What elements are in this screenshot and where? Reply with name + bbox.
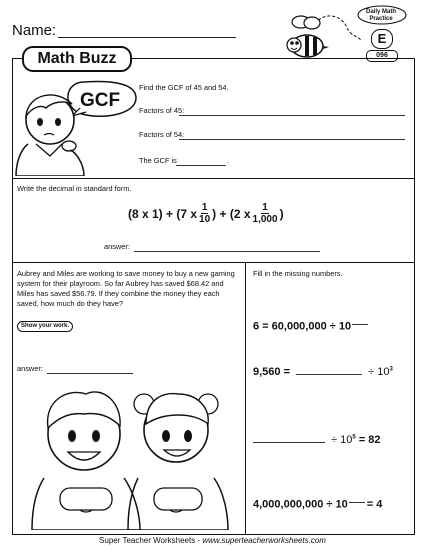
decimal-answer-line[interactable] <box>134 243 320 252</box>
eq2-left: 9,560 = <box>253 366 291 378</box>
eq2-blank[interactable] <box>296 364 362 375</box>
eq4-exponent-blank[interactable] <box>349 498 365 503</box>
footer-text: Super Teacher Worksheets - <box>99 536 203 545</box>
level-badge: E <box>371 29 393 49</box>
footer-link[interactable]: www.superteacherworksheets.com <box>202 536 326 545</box>
gcf-prompt: Find the GCF of 45 and 54. <box>139 83 229 92</box>
fraction-denominator: 1,000 <box>252 214 278 225</box>
gcf-bubble-text: GCF <box>79 90 121 111</box>
word-problem-text: Aubrey and Miles are working to save money to buy a new gaming system for their playroom. So far Aubrey has saved $68.42 and Miles has saved $56.79. If they combine the money they each saved, how much do they have? <box>17 269 235 308</box>
divider <box>245 262 246 534</box>
badge-cloud <box>356 4 408 26</box>
eq2-right: ÷ 10 <box>368 366 390 378</box>
name-line[interactable] <box>58 37 236 38</box>
eq1-left: 6 = 60,000,000 ÷ 10 <box>253 320 352 333</box>
eq1-exponent-blank[interactable] <box>352 320 368 325</box>
factors-45-answer-line[interactable] <box>179 107 405 116</box>
factors-54-label: Factors of 54: <box>139 130 185 139</box>
equation-3 <box>253 432 381 446</box>
factors-54-answer-line[interactable] <box>179 131 405 140</box>
decimal-prompt: Write the decimal in standard form. <box>17 184 132 193</box>
fraction-one-tenth <box>199 202 210 225</box>
divider <box>12 178 414 179</box>
expr-term-2: ) + (2 x <box>212 206 251 221</box>
equation-2 <box>253 364 393 378</box>
worksheet-title: Math Buzz <box>22 46 132 72</box>
divider <box>12 262 414 263</box>
fraction-numerator: 1 <box>262 202 268 213</box>
bee-icon <box>285 14 365 64</box>
fraction-denominator: 10 <box>199 214 211 225</box>
kids-gaming-illustration <box>14 378 242 530</box>
equation-4 <box>253 498 382 511</box>
expr-term-3: ) <box>279 206 284 221</box>
footer <box>0 536 425 545</box>
badge-title: Daily Math Practice <box>365 9 396 22</box>
gcf-period: . <box>227 156 230 165</box>
fraction-numerator: 1 <box>201 202 208 213</box>
fraction-one-thousandth <box>253 202 278 225</box>
show-work-label: Show your work. <box>17 321 73 332</box>
word-problem-answer-label: answer: <box>17 364 43 373</box>
eq3-right: ÷ 10 <box>331 434 353 446</box>
gcf-answer-line[interactable] <box>176 157 226 166</box>
eq3-blank[interactable] <box>253 432 325 443</box>
practice-number-badge: 096 <box>366 50 398 62</box>
equation-1 <box>253 320 368 333</box>
eq4-end: = 4 <box>366 498 383 511</box>
expanded-form-expression <box>128 202 284 225</box>
gcf-is-label: The GCF is <box>139 156 177 165</box>
decimal-answer-label: answer: <box>104 242 130 251</box>
eq3-exponent: 5 <box>352 434 356 441</box>
eq4-left: 4,000,000,000 ÷ 10 <box>253 498 348 511</box>
missing-numbers-prompt: Fill in the missing numbers. <box>253 269 343 278</box>
eq2-exponent: 3 <box>389 366 393 373</box>
factors-45-label: Factors of 45: <box>139 106 185 115</box>
eq3-end: = 82 <box>358 434 381 446</box>
expr-term-1: (8 x 1) + (7 x <box>128 206 198 221</box>
word-problem-answer-line[interactable] <box>47 365 133 374</box>
name-label: Name: <box>12 22 57 39</box>
